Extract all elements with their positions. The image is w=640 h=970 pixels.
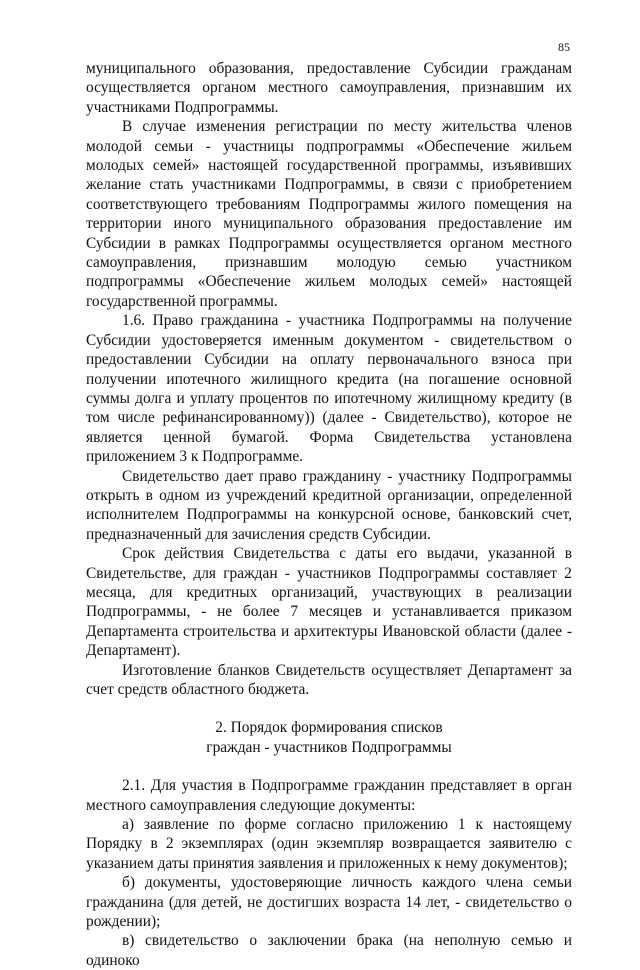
page-number: 85 [558, 40, 570, 54]
list-item-a: а) заявление по форме согласно приложению 1 к настоящему Порядку в 2 экземплярах (один экземпляр возвращается заявителю с указанием даты принятия заявления и приложенных к нему документов); [86, 816, 572, 872]
spacer [86, 699, 572, 718]
paragraph-certificate-validity: Срок действия Свидетельства с даты его выдачи, указанной в Свидетельстве, для граждан - участников Подпрограммы составляет 2 месяца, для кредитных организаций, участвующих в реализации Подпрограммы, - не более 7 месяцев и устанавливается приказом Департамента строительства и архитектуры Ивановской области (далее - Департамент). [86, 545, 572, 660]
document-body [86, 59, 572, 970]
list-item-b: б) документы, удостоверяющие личность каждого члена семьи гражданина (для детей, не достигших возраста 14 лет, - свидетельство о рождении); [86, 874, 572, 931]
section-heading-line-1: 2. Порядок формирования списков [215, 719, 443, 737]
list-item-v: в) свидетельство о заключении брака (на неполную семью и одиноко [86, 932, 572, 969]
paragraph-registration-change: В случае изменения регистрации по месту жительства членов молодой семьи - участницы подпрограммы «Обеспечение жильем молодых семей» настоящей государственной программы, изъявивших желание стать участниками Подпрограммы, в связи с приобретением соответствующего требованиям Подпрограммы жилого помещения на территории иного муниципального образования предоставление им Субсидии в рамках Подпрограммы осуществляется органом местного самоуправления, признавшим молодую семью участником подпрограммы «Обеспечение жильем молодых семей» настоящей государственной программы. [86, 118, 572, 310]
paragraph-blank-production: Изготовление бланков Свидетельств осуществляет Департамент за счет средств областного бюджета. [86, 661, 572, 698]
paragraph-2-1: 2.1. Для участия в Подпрограмме гражданин представляет в орган местного самоуправления следующие документы: [86, 777, 572, 814]
section-heading-line-2: граждан - участников Подпрограммы [206, 738, 452, 756]
paragraph-continuation: муниципального образования, предоставление Субсидии гражданам осуществляется органом местного самоуправления, признавшим их участниками Подпрограммы. [86, 60, 572, 116]
spacer [86, 757, 572, 776]
paragraph-certificate-rights: Свидетельство дает право гражданину - участнику Подпрограммы открыть в одном из учреждений кредитной организации, определенной исполнителем Подпрограммы на конкурсной основе, банковский счет, предназначенный для зачисления средств Субсидии. [86, 467, 572, 543]
paragraph-1-6: 1.6. Право гражданина - участника Подпрограммы на получение Субсидии удостоверяется именным документом - свидетельством о предоставлении Субсидии на оплату первоначального взноса при получении ипотечного жилищного кредита (на погашение основной суммы долга и уплату процентов по ипотечному жилищному кредиту (в том числе рефинансированному)) (далее - Свидетельство), которое не является ценной бумагой. Форма Свидетельства установлена приложением 3 к Подпрограмме. [86, 312, 572, 466]
